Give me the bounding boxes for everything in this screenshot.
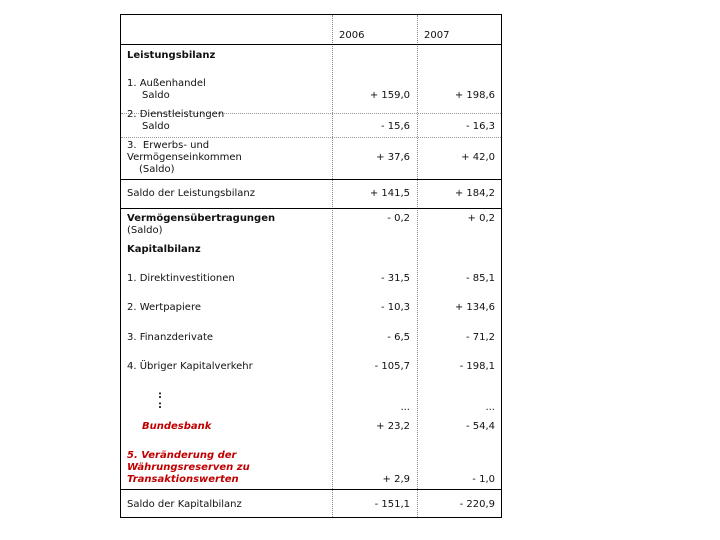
value-saldo-kapitalbilanz-2007: - 220,9 [459, 499, 495, 510]
row-divider [121, 137, 501, 138]
value-uebriger-kapitalverkehr-2006: - 105,7 [374, 361, 410, 372]
value-saldo-leistungsbilanz-2007: + 184,2 [454, 188, 495, 199]
row-label-saldo-leistungsbilanz: Saldo der Leistungsbilanz [127, 188, 255, 199]
column-header-2006: 2006 [339, 30, 365, 41]
row-label-direktinvestitionen: 1. Direktinvestitionen [127, 273, 235, 284]
row-label-waehrungsreserven-line2: Währungsreserven zu [127, 462, 250, 473]
value-bundesbank-2007: - 54,4 [465, 421, 495, 432]
value-aussenhandel-2006: + 159,0 [369, 90, 410, 101]
balance-of-payments-table [120, 14, 502, 518]
section-rule [121, 179, 501, 180]
value-direktinvestitionen-2006: - 31,5 [380, 273, 410, 284]
section-rule [121, 208, 501, 209]
value-finanzderivate-2007: - 71,2 [465, 332, 495, 343]
row-label-aussenhandel: 1. Außenhandel [127, 78, 206, 89]
row-label-erwerb-line3: (Saldo) [139, 164, 175, 175]
ellipsis-marker: : [158, 400, 162, 411]
value-waehrungsreserven-2006: + 2,9 [382, 474, 410, 485]
ellipsis-marker: : [158, 390, 162, 401]
value-wertpapiere-2006: - 10,3 [380, 302, 410, 313]
value-dienstleistungen-2007: - 16,3 [465, 121, 495, 132]
value-aussenhandel-2007: + 198,6 [454, 90, 495, 101]
value-ellipsis-2006: ... [400, 402, 410, 413]
row-label-saldo-kapitalbilanz: Saldo der Kapitalbilanz [127, 499, 242, 510]
value-vermoegensuebertragungen-2006: - 0,2 [387, 213, 410, 224]
value-ellipsis-2007: ... [485, 402, 495, 413]
value-direktinvestitionen-2007: - 85,1 [465, 273, 495, 284]
value-uebriger-kapitalverkehr-2007: - 198,1 [459, 361, 495, 372]
value-waehrungsreserven-2007: - 1,0 [472, 474, 495, 485]
column-header-2007: 2007 [424, 30, 450, 41]
row-label-wertpapiere: 2. Wertpapiere [127, 302, 202, 313]
section-heading-leistungsbilanz: Leistungsbilanz [127, 50, 216, 61]
value-vermoegensuebertragungen-2007: + 0,2 [467, 213, 495, 224]
row-label-erwerb-line2: Vermögenseinkommen [127, 152, 242, 163]
value-dienstleistungen-2006: - 15,6 [380, 121, 410, 132]
row-sublabel-aussenhandel: Saldo [142, 90, 170, 101]
section-rule [121, 489, 501, 490]
value-saldo-kapitalbilanz-2006: - 151,1 [374, 499, 410, 510]
row-label-uebriger-kapitalverkehr: 4. Übriger Kapitalverkehr [127, 361, 253, 372]
value-saldo-leistungsbilanz-2006: + 141,5 [369, 188, 410, 199]
row-label-vermoegensuebertragungen: Vermögensübertragungen [127, 213, 276, 224]
row-label-dienstleistungen: 2. Dienstleistungen [127, 109, 225, 120]
row-label-waehrungsreserven-line3: Transaktionswerten [127, 474, 239, 485]
row-label-finanzderivate: 3. Finanzderivate [127, 332, 214, 343]
value-finanzderivate-2006: - 6,5 [387, 332, 410, 343]
row-label-waehrungsreserven: 5. Veränderung der [127, 450, 237, 461]
value-bundesbank-2006: + 23,2 [376, 421, 410, 432]
row-sublabel-dienstleistungen: Saldo [142, 121, 170, 132]
value-wertpapiere-2007: + 134,6 [454, 302, 495, 313]
row-label-erwerb: 3. Erwerbs- und [127, 140, 210, 151]
header-rule [121, 44, 501, 45]
section-heading-kapitalbilanz: Kapitalbilanz [127, 244, 201, 255]
value-erwerb-2006: + 37,6 [376, 152, 410, 163]
row-sublabel-vermoegensuebertragungen: (Saldo) [127, 225, 163, 236]
value-erwerb-2007: + 42,0 [461, 152, 495, 163]
row-label-bundesbank: Bundesbank [142, 421, 212, 432]
